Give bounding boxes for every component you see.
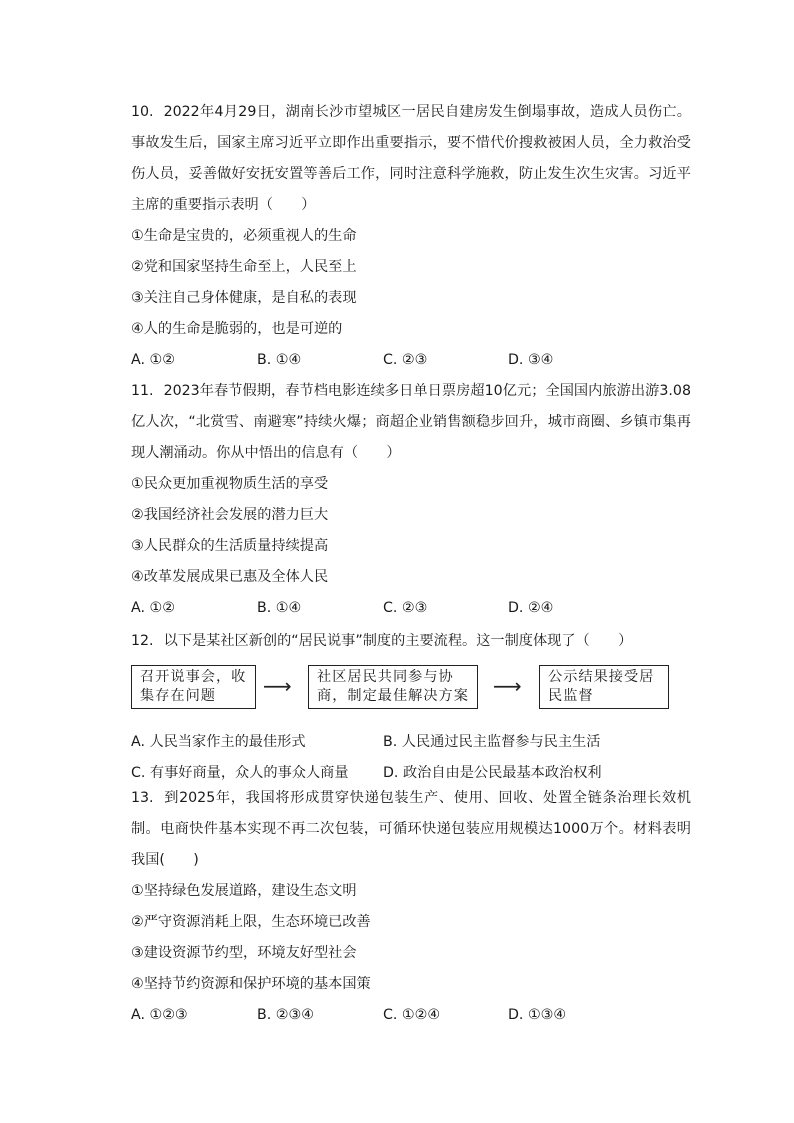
question-number: 11.	[131, 383, 154, 399]
statement-option: ④改革发展成果已惠及全体人民	[131, 569, 329, 585]
choice-c[interactable]: C. ②③	[383, 352, 428, 368]
question-stem	[131, 376, 691, 469]
choice-b[interactable]: B. ②③④	[257, 1007, 314, 1023]
flow-step-3: 公示结果接受居民监督	[539, 665, 669, 709]
statement-option: ③关注自己身体健康，是自私的表现	[131, 290, 357, 306]
choice-a[interactable]: A. ①②③	[131, 1007, 188, 1023]
question-text: 以下是某社区新创的“居民说事”制度的主要流程。这一制度体现了（ ）	[163, 633, 633, 649]
choice-a[interactable]: A. 人民当家作主的最佳形式	[131, 734, 306, 750]
arrow-right-icon: ⟶	[263, 674, 292, 698]
statement-option: ①坚持绿色发展道路，建设生态文明	[131, 883, 357, 899]
statement-option: ②严守资源消耗上限，生态环境已改善	[131, 914, 371, 930]
statement-option: ③建设资源节约型，环境友好型社会	[131, 945, 357, 961]
statement-option: ④坚持节约资源和保护环境的基本国策	[131, 976, 371, 992]
answer-choices	[131, 593, 691, 624]
statement-option: ②我国经济社会发展的潜力巨大	[131, 507, 329, 523]
question-12	[131, 626, 691, 789]
choice-b[interactable]: B. 人民通过民主监督参与民主生活	[383, 734, 601, 750]
choice-c[interactable]: C. ②③	[383, 600, 428, 616]
statement-option: ③人民群众的生活质量持续提高	[131, 538, 329, 554]
statement-option: ①生命是宝贵的，必须重视人的生命	[131, 228, 357, 244]
question-text: 到2025年，我国将形成贯穿快递包装生产、使用、回收、处置全链条治理长效机制。电商快件基本实现不再二次包装，可循环快递包装应用规模达1000万个。材料表明我国( )	[131, 790, 691, 868]
question-number: 10.	[131, 104, 154, 120]
arrow-right-icon: ⟶	[493, 674, 522, 698]
process-flowchart	[131, 661, 691, 725]
choice-d[interactable]: D. ①③④	[508, 1007, 567, 1023]
question-number: 12.	[131, 633, 154, 649]
choice-c[interactable]: C. ①②④	[383, 1007, 441, 1023]
statement-option: ④人的生命是脆弱的，也是可逆的	[131, 321, 343, 337]
choice-a[interactable]: A. ①②	[131, 600, 175, 616]
question-text: 2023年春节假期，春节档电影连续多日单日票房超10亿元；全国国内旅游出游3.08亿人次，“北赏雪、南避寒”持续火爆；商超企业销售额稳步回升，城市商圈、乡镇市集再现人潮涌动。你从中悟出的信息有（ ）	[131, 383, 691, 461]
answer-choices-row-1	[131, 727, 691, 758]
choice-b[interactable]: B. ①④	[257, 600, 302, 616]
choice-b[interactable]: B. ①④	[257, 352, 302, 368]
answer-choices	[131, 1000, 691, 1031]
question-stem	[131, 97, 691, 221]
statement-option: ②党和国家坚持生命至上，人民至上	[131, 259, 357, 275]
choice-d[interactable]: D. 政治自由是公民最基本政治权利	[383, 765, 602, 781]
answer-choices	[131, 345, 691, 376]
choice-a[interactable]: A. ①②	[131, 352, 175, 368]
choice-d[interactable]: D. ②④	[508, 600, 554, 616]
question-10	[131, 97, 691, 376]
question-13	[131, 783, 691, 1031]
choice-c[interactable]: C. 有事好商量，众人的事众人商量	[131, 765, 349, 781]
flow-step-1: 召开说事会，收集存在问题	[131, 665, 256, 709]
choice-d[interactable]: D. ③④	[508, 352, 554, 368]
question-stem	[131, 783, 691, 876]
question-stem	[131, 626, 691, 657]
question-11	[131, 376, 691, 624]
flow-step-2: 社区居民共同参与协商，制定最佳解决方案	[308, 665, 478, 709]
question-number: 13.	[131, 790, 154, 806]
question-text: 2022年4月29日，湖南长沙市望城区一居民自建房发生倒塌事故，造成人员伤亡。事故发生后，国家主席习近平立即作出重要指示，要不惜代价搜救被困人员，全力救治受伤人员，妥善做好安抚安置等善后工作，同时注意科学施救，防止发生次生灾害。习近平主席的重要指示表明（ ）	[131, 104, 691, 213]
statement-option: ①民众更加重视物质生活的享受	[131, 476, 329, 492]
